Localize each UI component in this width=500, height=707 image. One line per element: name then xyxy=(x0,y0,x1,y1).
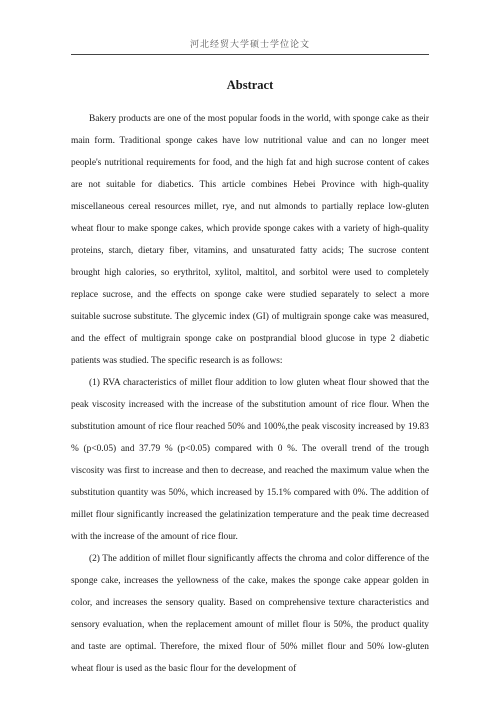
abstract-body xyxy=(71,108,429,680)
paragraph-intro: Bakery products are one of the most popular foods in the world, with sponge cake as their main form. Traditional sponge cakes have low nutritional value and can no longer meet people's nutritional requirements for food, and the high fat and high sucrose content of cakes are not suitable for diabetics. This article combines Hebei Province with high-quality miscellaneous cereal resources millet, rye, and nut almonds to partially replace low-gluten wheat flour to make sponge cakes, which provide sponge cakes with a variety of high-quality proteins, starch, dietary fiber, vitamins, and unsaturated fatty acids; The sucrose content brought high calories, so erythritol, xylitol, maltitol, and sorbitol were used to completely replace sucrose, and the effects on sponge cake were studied separately to select a more suitable sucrose substitute. The glycemic index (GI) of multigrain sponge cake was measured, and the effect of multigrain sponge cake on postprandial blood glucose in type 2 diabetic patients was studied. The specific research is as follows: xyxy=(71,114,429,366)
section-title: Abstract xyxy=(226,78,274,92)
paragraph-2: (2) The addition of millet flour significantly affects the chroma and color difference of the sponge cake, increases the yellowness of the cake, makes the sponge cake appear golden in color, and increases the sensory quality. Based on comprehensive texture characteristics and sensory evaluation, when the replacement amount of millet flour is 50%, the product quality and taste are optimal. Therefore, the mixed flour of 50% millet flour and 50% low-gluten wheat flour is used as the basic flour for the development of xyxy=(71,554,429,674)
paragraph-1: (1) RVA characteristics of millet flour addition to low gluten wheat flour showed that the peak viscosity increased with the increase of the substitution amount of rice flour. When the substitution amount of rice flour reached 50% and 100%,the peak viscosity increased by 19.83 % (p<0.05) and 37.79 % (p<0.05) compared with 0 %. The overall trend of the trough viscosity was first to increase and then to decrease, and reached the maximum value when the substitution quantity was 50%, which increased by 15.1% compared with 0%. The addition of millet flour significantly increased the gelatinization temperature and the peak time decreased with the increase of the amount of rice flour. xyxy=(71,378,429,542)
running-header: 河北经贸大学硕士学位论文 xyxy=(71,37,429,55)
